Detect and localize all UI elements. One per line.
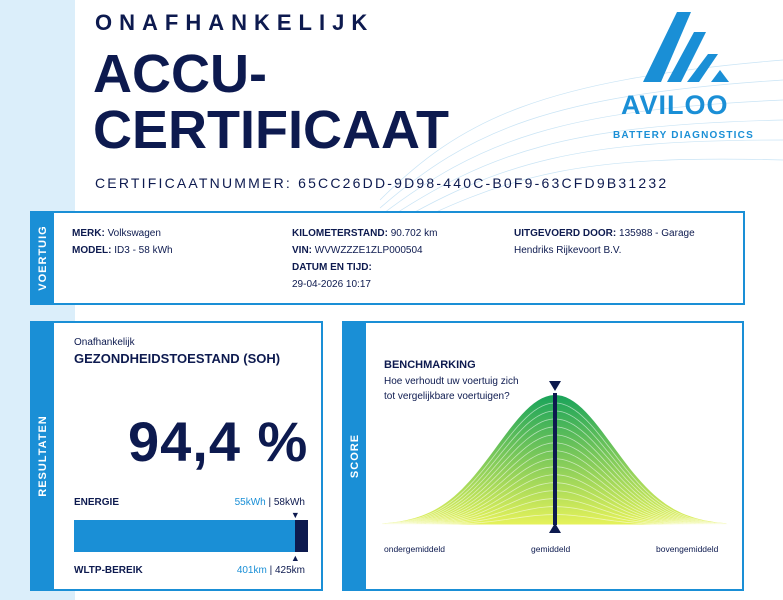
energy-total: 58kWh: [273, 497, 305, 508]
aviloo-logo: [615, 10, 755, 145]
range-value: [237, 565, 305, 576]
results-card: [30, 321, 323, 591]
axis-label-high: bovengemiddeld: [656, 544, 719, 554]
energy-value: [235, 497, 305, 508]
mileage-value: 90.702 km: [390, 228, 438, 239]
vehicle-side-tab: [32, 213, 54, 303]
benchmark-marker-top-icon: [549, 381, 561, 391]
results-side-label: RESULTATEN: [37, 415, 49, 497]
energy-bar: [74, 520, 308, 552]
results-heading: GEZONDHEIDSTOESTAND (SOH): [74, 351, 281, 366]
axis-label-mid: gemiddeld: [531, 544, 571, 554]
datetime-label: DATUM EN TIJD:: [292, 262, 372, 273]
energy-current: 55kWh: [234, 497, 266, 508]
energy-marker-icon: ▼: [290, 510, 300, 520]
model-value: ID3 - 58 kWh: [114, 245, 173, 256]
energy-bar-fill: [74, 520, 295, 552]
results-small-heading: Onafhankelijk: [74, 337, 135, 348]
make-label: MERK:: [72, 228, 105, 239]
logo-wordmark: AVILOO: [621, 90, 729, 120]
range-separator: |: [266, 565, 275, 576]
make-value: Volkswagen: [107, 228, 161, 239]
certificate-number-label: CERTIFICAATNUMMER:: [95, 175, 292, 191]
vehicle-col-make-model: [72, 225, 173, 259]
title-line-2: CERTIFICAAT: [93, 100, 449, 160]
model-label: MODEL:: [72, 245, 112, 256]
mileage-label: KILOMETERSTAND:: [292, 228, 388, 239]
header-subtitle: ONAFHANKELIJK: [95, 10, 375, 35]
title-line-1: ACCU-: [93, 44, 267, 104]
vehicle-side-label: VOERTUIG: [37, 225, 49, 291]
certificate-header: [0, 0, 783, 210]
axis-label-low: ondergemiddeld: [384, 544, 445, 554]
page-title: [93, 46, 449, 158]
certificate-number: [95, 175, 668, 191]
range-current: 401km: [236, 565, 267, 576]
energy-label: ENERGIE: [74, 497, 120, 508]
score-side-tab: [344, 323, 366, 589]
vehicle-col-mileage: [292, 225, 437, 293]
benchmark-marker-line: [553, 393, 557, 525]
range-label: WLTP-BEREIK: [74, 565, 143, 576]
benchmark-question: Hoe verhoudt uw voertuig zich tot vergelijkbare voertuigen?: [384, 376, 519, 402]
certificate-number-value: 65CC26DD-9D98-440C-B0F9-63CFD9B31232: [298, 175, 669, 191]
logo-tagline: BATTERY DIAGNOSTICS: [613, 130, 754, 141]
datetime-value: 29-04-2026 10:17: [292, 279, 371, 290]
results-side-tab: [32, 323, 54, 589]
performed-label: UITGEVOERD DOOR:: [514, 228, 617, 239]
benchmark-title: BENCHMARKING: [384, 359, 476, 371]
vehicle-card: [30, 211, 745, 305]
energy-separator: |: [265, 497, 274, 508]
soh-value: 94,4 %: [128, 410, 309, 473]
performed-value: 135988 - Garage Hendriks Rijkevoort B.V.: [514, 228, 695, 256]
score-side-label: SCORE: [349, 433, 361, 479]
vin-value: WVWZZZE1ZLP000504: [314, 245, 423, 256]
range-total: 425km: [274, 565, 305, 576]
score-card: [342, 321, 744, 591]
vin-label: VIN:: [292, 245, 312, 256]
range-marker-icon: ▲: [290, 553, 300, 563]
vehicle-col-performed: [514, 225, 724, 259]
